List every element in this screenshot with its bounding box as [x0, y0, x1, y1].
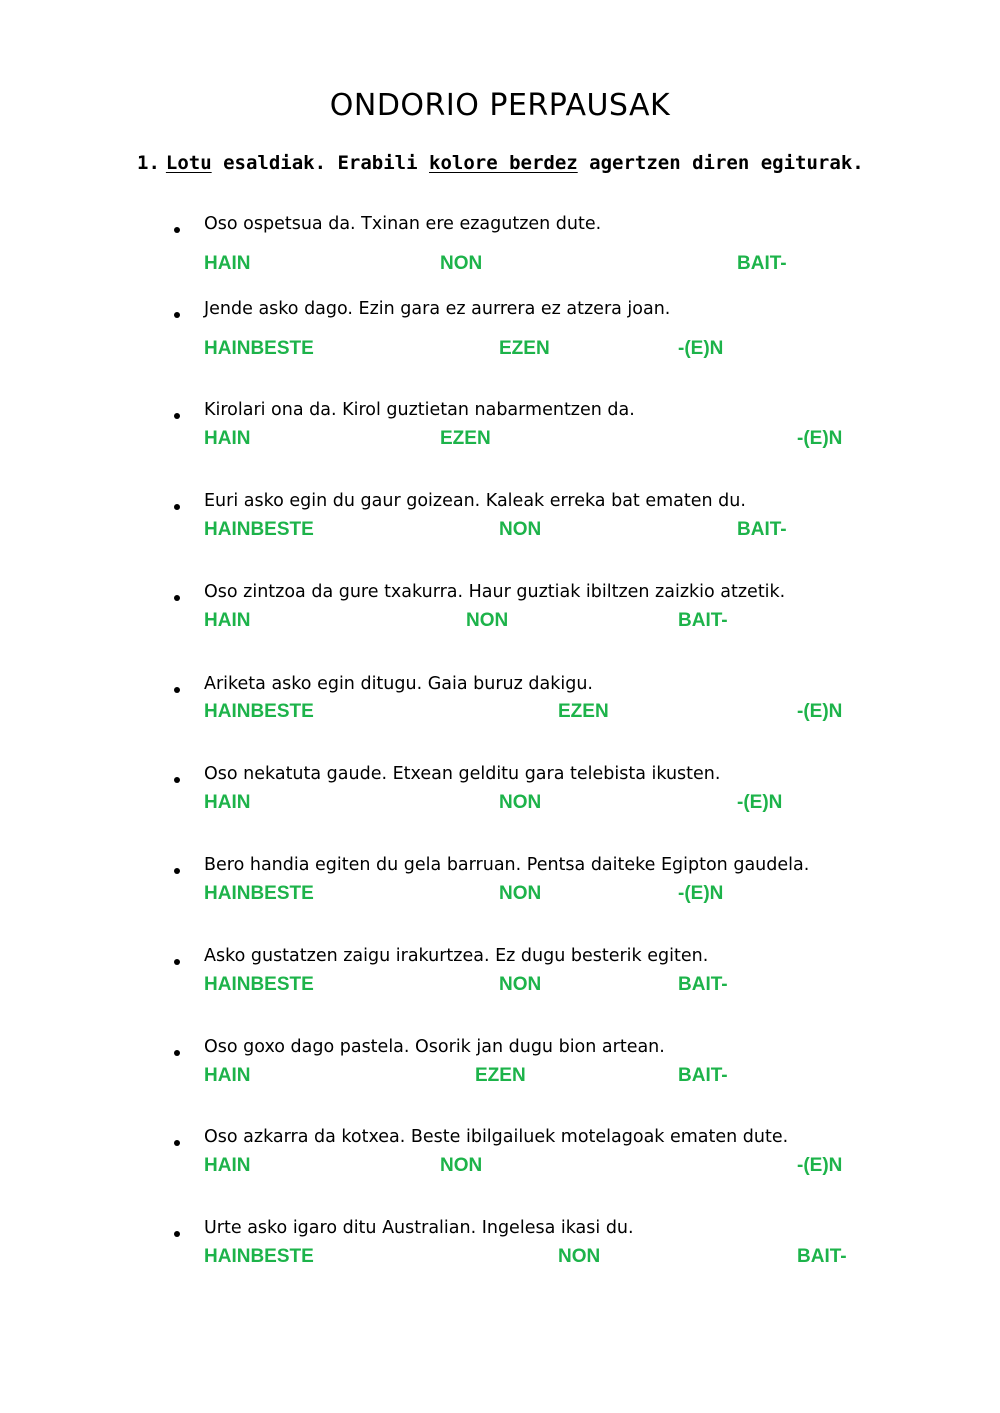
- item-sentence: Bero handia egiten du gela barruan. Pentsa daiteke Egipton gaudela.: [204, 855, 810, 875]
- option-word[interactable]: EZEN: [440, 428, 491, 449]
- option-word[interactable]: BAIT-: [678, 610, 728, 631]
- item-sentence: Oso ospetsua da. Txinan ere ezagutzen dute.: [204, 214, 602, 234]
- option-word[interactable]: HAINBESTE: [204, 1246, 314, 1267]
- option-word[interactable]: HAIN: [204, 428, 251, 449]
- option-word[interactable]: HAINBESTE: [204, 974, 314, 995]
- bullet-icon: [174, 868, 180, 874]
- instruction-text: esaldiak. Erabili: [211, 152, 429, 174]
- option-word[interactable]: BAIT-: [737, 253, 787, 274]
- option-word[interactable]: HAINBESTE: [204, 701, 314, 722]
- bullet-icon: [174, 227, 180, 233]
- bullet-icon: [174, 413, 180, 419]
- bullet-icon: [174, 687, 180, 693]
- option-word[interactable]: NON: [440, 253, 483, 274]
- option-word[interactable]: HAINBESTE: [204, 519, 314, 540]
- option-word[interactable]: -(E)N: [678, 883, 724, 904]
- item-sentence: Jende asko dago. Ezin gara ez aurrera ez atzera joan.: [204, 299, 671, 319]
- item-sentence: Euri asko egin du gaur goizean. Kaleak erreka bat ematen du.: [204, 491, 746, 511]
- option-word[interactable]: NON: [499, 519, 542, 540]
- item-sentence: Asko gustatzen zaigu irakurtzea. Ez dugu besterik egiten.: [204, 946, 709, 966]
- option-word[interactable]: NON: [499, 974, 542, 995]
- option-word[interactable]: NON: [466, 610, 509, 631]
- option-word[interactable]: NON: [558, 1246, 601, 1267]
- option-word[interactable]: HAIN: [204, 253, 251, 274]
- page-title: ONDORIO PERPAUSAK: [329, 88, 671, 123]
- item-sentence: Urte asko igaro ditu Australian. Ingelesa ikasi du.: [204, 1218, 634, 1238]
- option-word[interactable]: NON: [440, 1155, 483, 1176]
- option-word[interactable]: EZEN: [558, 701, 609, 722]
- item-sentence: Oso zintzoa da gure txakurra. Haur guztiak ibiltzen zaizkio atzetik.: [204, 582, 786, 602]
- option-word[interactable]: NON: [499, 792, 542, 813]
- option-word[interactable]: -(E)N: [678, 338, 724, 359]
- bullet-icon: [174, 312, 180, 318]
- option-word[interactable]: NON: [499, 883, 542, 904]
- option-word[interactable]: HAIN: [204, 610, 251, 631]
- option-word[interactable]: BAIT-: [797, 1246, 847, 1267]
- bullet-icon: [174, 1050, 180, 1056]
- item-sentence: Oso azkarra da kotxea. Beste ibilgailuek motelagoak ematen dute.: [204, 1127, 789, 1147]
- exercise-number: 1.: [137, 152, 160, 174]
- item-sentence: Oso goxo dago pastela. Osorik jan dugu bion artean.: [204, 1037, 665, 1057]
- instruction-underlined-phrase: kolore berdez: [429, 152, 578, 174]
- option-word[interactable]: HAIN: [204, 1065, 251, 1086]
- option-word[interactable]: BAIT-: [737, 519, 787, 540]
- option-word[interactable]: -(E)N: [797, 428, 843, 449]
- option-word[interactable]: -(E)N: [797, 701, 843, 722]
- option-word[interactable]: EZEN: [499, 338, 550, 359]
- option-word[interactable]: BAIT-: [678, 1065, 728, 1086]
- option-word[interactable]: HAINBESTE: [204, 338, 314, 359]
- bullet-icon: [174, 1140, 180, 1146]
- bullet-icon: [174, 777, 180, 783]
- option-word[interactable]: HAINBESTE: [204, 883, 314, 904]
- item-sentence: Ariketa asko egin ditugu. Gaia buruz dakigu.: [204, 674, 593, 694]
- option-word[interactable]: HAIN: [204, 792, 251, 813]
- option-word[interactable]: EZEN: [475, 1065, 526, 1086]
- option-word[interactable]: BAIT-: [678, 974, 728, 995]
- exercise-instruction: [137, 152, 864, 174]
- option-word[interactable]: -(E)N: [797, 1155, 843, 1176]
- item-sentence: Kirolari ona da. Kirol guztietan nabarmentzen da.: [204, 400, 635, 420]
- bullet-icon: [174, 959, 180, 965]
- bullet-icon: [174, 595, 180, 601]
- instruction-underlined-word: Lotu: [165, 152, 212, 174]
- option-word[interactable]: HAIN: [204, 1155, 251, 1176]
- bullet-icon: [174, 504, 180, 510]
- instruction-text-end: agertzen diren egiturak.: [577, 152, 864, 174]
- item-sentence: Oso nekatuta gaude. Etxean gelditu gara telebista ikusten.: [204, 764, 721, 784]
- option-word[interactable]: -(E)N: [737, 792, 783, 813]
- bullet-icon: [174, 1231, 180, 1237]
